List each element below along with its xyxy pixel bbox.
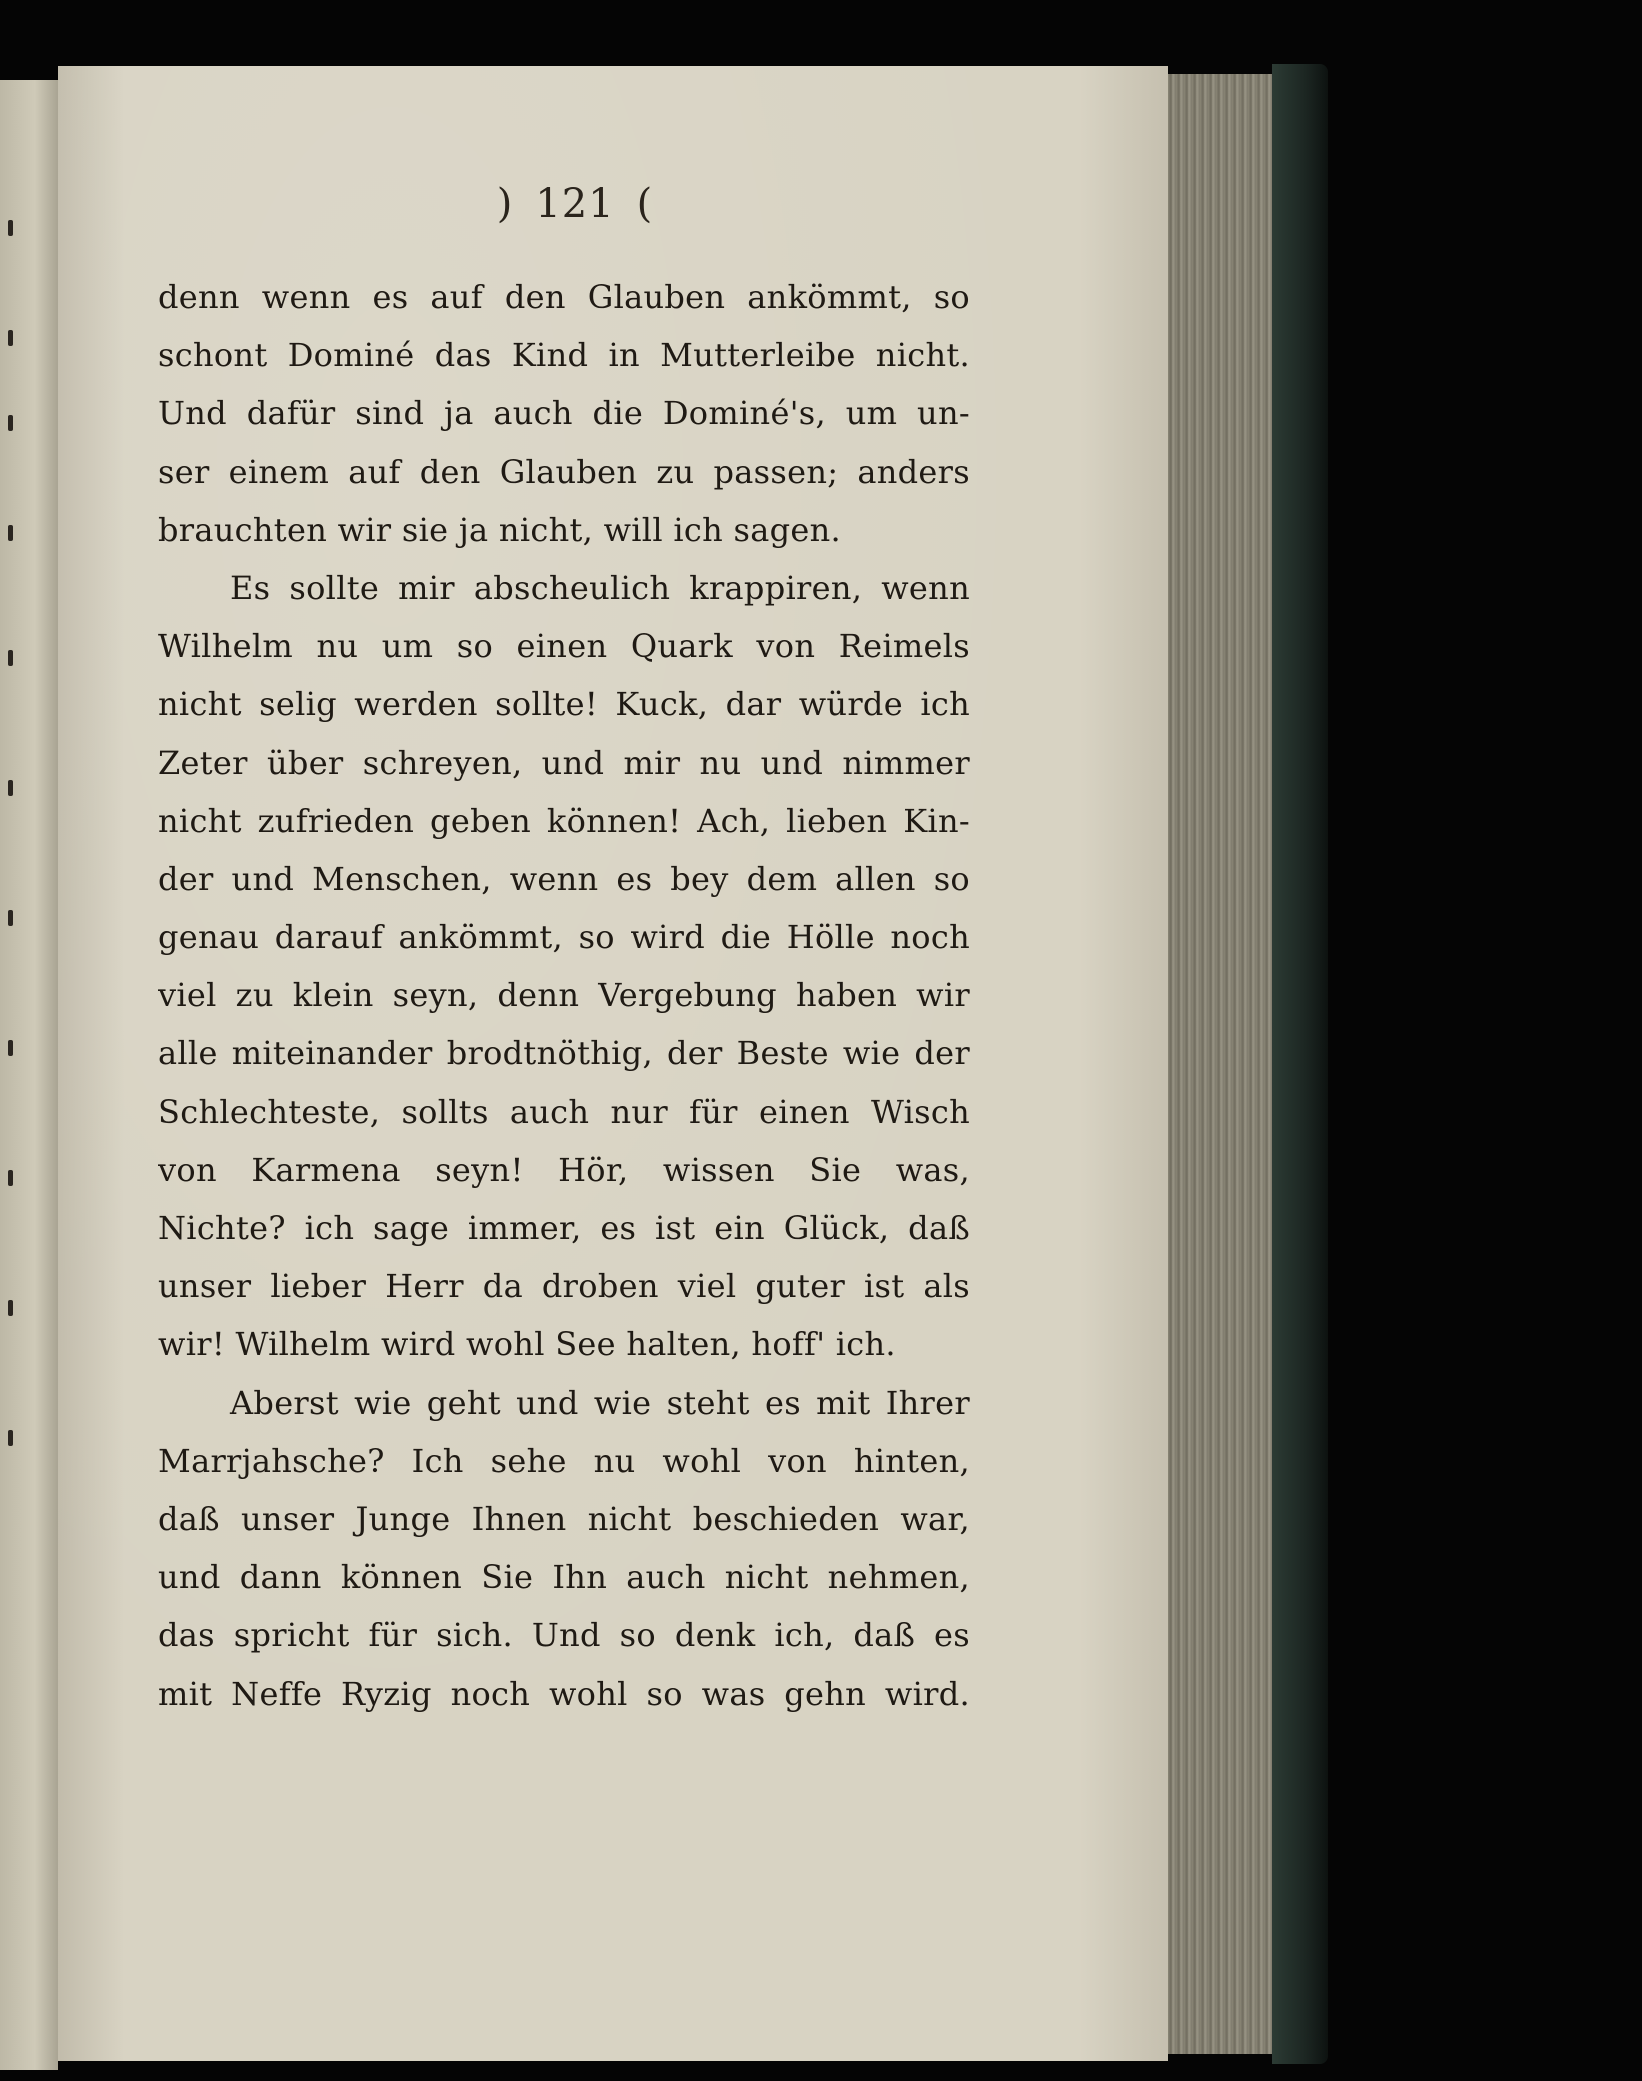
- text-line: der und Menschen, wenn es bey dem allen so: [158, 859, 970, 898]
- text-line: brauchten wir sie ja nicht, will ich sagen.: [158, 510, 841, 549]
- page-block-edge: [1168, 74, 1272, 2054]
- text-line: nicht zufrieden geben können! Ach, lieben Kin-: [158, 801, 970, 840]
- book-cover: [1272, 64, 1328, 2064]
- text-line: nicht selig werden sollte! Kuck, dar würde ich: [158, 685, 970, 724]
- text-line: schont Dominé das Kind in Mutterleibe nicht.: [158, 336, 970, 375]
- page-number: 121: [535, 181, 615, 227]
- text-line: Und dafür sind ja auch die Dominé's, um un-: [158, 394, 970, 433]
- text-line: Marrjahsche? Ich sehe nu wohl von hinten,: [158, 1441, 970, 1480]
- text-line: genau darauf ankömmt, so wird die Hölle noch: [158, 918, 970, 957]
- body-text: [158, 268, 970, 1723]
- text-line: mit Neffe Ryzig noch wohl so was gehn wird.: [158, 1674, 970, 1713]
- text-line: von Karmena seyn! Hör, wissen Sie was,: [158, 1150, 970, 1189]
- page-header: [455, 178, 695, 230]
- ink-mark: [8, 1040, 13, 1056]
- ink-mark: [8, 415, 13, 431]
- ink-mark: [8, 525, 13, 541]
- ink-mark: [8, 650, 13, 666]
- text-line: und dann können Sie Ihn auch nicht nehmen,: [158, 1558, 970, 1597]
- ink-mark: [8, 1300, 13, 1316]
- text-line: Nichte? ich sage immer, es ist ein Glück, daß: [158, 1209, 970, 1247]
- text-line: Es sollte mir abscheulich krappiren, wenn: [230, 568, 970, 607]
- ink-mark: [8, 220, 13, 236]
- header-bracket-right: (: [636, 181, 654, 227]
- ink-mark: [8, 1170, 13, 1186]
- ink-mark: [8, 910, 13, 926]
- ink-mark: [8, 330, 13, 346]
- header-bracket-left: ): [496, 181, 514, 227]
- text-line: daß unser Junge Ihnen nicht beschieden war,: [158, 1499, 970, 1538]
- text-line: Zeter über schreyen, und mir nu und nimmer: [158, 743, 970, 782]
- text-line: Schlechteste, sollts auch nur für einen Wisch: [158, 1092, 970, 1131]
- ink-mark: [8, 780, 13, 796]
- text-line: ser einem auf den Glauben zu passen; anders: [158, 452, 970, 491]
- text-line: denn wenn es auf den Glauben ankömmt, so: [158, 278, 970, 316]
- facing-page-edge: [0, 80, 58, 2070]
- text-line: Wilhelm nu um so einen Quark von Reimels: [158, 627, 970, 666]
- text-line: wir! Wilhelm wird wohl See halten, hoff' ich.: [158, 1325, 896, 1364]
- text-line: unser lieber Herr da droben viel guter ist als: [158, 1267, 970, 1306]
- text-line: alle miteinander brodtnöthig, der Beste wie der: [158, 1034, 970, 1073]
- ink-mark: [8, 1430, 13, 1446]
- text-line: Aberst wie geht und wie steht es mit Ihrer: [230, 1383, 970, 1422]
- text-line: das spricht für sich. Und so denk ich, daß es: [158, 1616, 970, 1655]
- text-line: viel zu klein seyn, denn Vergebung haben wir: [158, 976, 970, 1015]
